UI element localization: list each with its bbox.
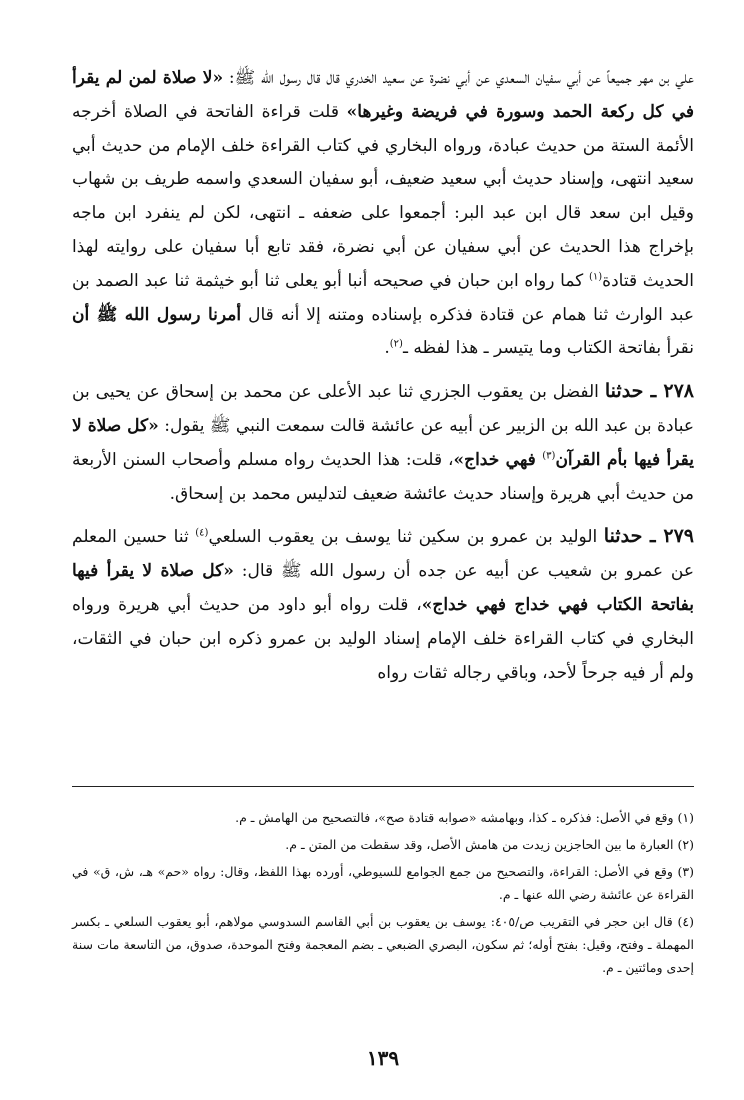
hadith-279 bbox=[72, 520, 694, 690]
footnote-divider bbox=[72, 786, 694, 787]
hadith-number: ٢٧٨ ـ حدثنا bbox=[604, 380, 694, 403]
hadith-quote: «كل صلاة لا يقرأ فيها بأم القرآن bbox=[72, 415, 694, 470]
text-run: كما رواه ابن حبان في صحيحه أنبا أبو يعلى ثنا أبو خيثمة ثنا عبد الصمد بن عبد الوارث ثنا همام عن قتادة فذكره بإسناده ومتنه إلا أنه قال bbox=[72, 270, 694, 325]
text-run: ، قلت رواه أبو داود من حديث أبي هريرة ورواه البخاري في كتاب القراءة خلف الإمام إسناد الوليد بن عمرو ذكره ابن حبان في الثقات، ولم أر فيه جرحاً لأحد، وباقي رجاله ثقات رواه bbox=[72, 594, 694, 683]
page-number: ١٣٩ bbox=[366, 1046, 400, 1070]
paragraph-continuation bbox=[72, 62, 694, 366]
text-run: الفضل بن يعقوب الجزري ثنا عبد الأعلى عن محمد بن إسحاق عن يحيى بن عبادة بن عبد الله بن الزبير عن أبيه عن عائشة قالت سمعت النبي ﷺ يقول: bbox=[72, 382, 694, 436]
hadith-278 bbox=[72, 375, 694, 511]
hadith-number: ٢٧٩ ـ حدثنا bbox=[603, 525, 694, 548]
footnote-ref: (٢) bbox=[389, 338, 403, 350]
footnote-ref: (٤) bbox=[195, 527, 209, 539]
document-page bbox=[72, 62, 694, 1070]
hadith-quote: «كل صلاة لا يقرأ فيها بفاتحة الكتاب فهي خداج فهي خداج» bbox=[72, 561, 694, 615]
footnotes bbox=[72, 806, 694, 983]
text-run: علي بن مهر جميعاً عن أبي سفيان السعدي عن أبي نضرة عن سعيد الخدري قال قال رسول الله ﷺ: bbox=[223, 68, 694, 88]
text-run: قلت قراءة الفاتحة في الصلاة أخرجه الأئمة الستة من حديث عبادة، ورواه البخاري في كتاب القراءة خلف الإمام من حديث أبي سعيد انتهى، وإسناد حديث أبي سعيد ضعيف، أبو سفيان السعدي واسمه طريف بن شهاب وقيل ابن سعد قال ابن عبد البر: أجمعوا على ضعفه ـ انتهى، لكن لم ينفرد ابن ماجه بإخراج هذا الحديث عن أبي سفيان عن أبي نضرة، فقد تابع أبا سفيان على روايته لهذا الحديث قتادة bbox=[72, 101, 694, 291]
hadith-quote: «لا صلاة لمن لم يقرأ في كل ركعة الحمد وسورة في فريضة وغيرها» bbox=[72, 68, 694, 122]
text-run: الوليد بن عمرو بن سكين ثنا يوسف بن يعقوب السلعي bbox=[208, 527, 604, 548]
hadith-quote: فهي خداج» bbox=[453, 449, 543, 470]
hadith-quote: أمرنا رسول الله ﷺ أن bbox=[72, 304, 242, 325]
footnote-ref: (١) bbox=[588, 271, 603, 283]
footnote-2: (٢) العبارة ما بين الحاجزين زيدت من هامش الأصل، وقد سقطت من المتن ـ م. bbox=[285, 837, 694, 852]
text-run: نقرأ بفاتحة الكتاب وما يتيسر ـ هذا لفظه ـ bbox=[402, 338, 694, 359]
footnote-1: (١) وقع في الأصل: فذكره ـ كذا، وبهامشه «صوابه قتادة صح»، فالتصحيح من الهامش ـ م. bbox=[235, 810, 694, 825]
text-run: ، قلت: هذا الحديث رواه مسلم وأصحاب السنن الأربعة من حديث أبي هريرة وإسناد حديث عائشة ضعيف لتدليس محمد بن إسحاق. bbox=[72, 449, 694, 504]
footnote-ref: (٣) bbox=[542, 450, 556, 462]
text-run: . bbox=[384, 338, 390, 359]
footnote-4: (٤) قال ابن حجر في التقريب ص/٤٠٥: يوسف بن يعقوب بن أبي القاسم السدوسي مولاهم، أبو يعقوب السلعي ـ بكسر المهملة ـ وفتح، وقيل: بفتح أوله؛ ثم سكون، البصري الضبعي ـ بضم المعجمة وفتح الموحدة، صدوق، من التاسعة مات سنة إحدى ومائتين ـ م. bbox=[72, 914, 694, 975]
footnote-3: (٣) وقع في الأصل: القراءة، والتصحيح من جمع الجوامع للسيوطي، أورده بهذا اللفظ، وقال: رواه «حم» هـ، ش، ق» في القراءة عن عائشة رضي الله عنها ـ م. bbox=[72, 864, 694, 902]
text-run: ثنا حسين المعلم عن عمرو بن شعيب عن أبيه عن جده أن رسول الله ﷺ قال: bbox=[72, 527, 694, 582]
